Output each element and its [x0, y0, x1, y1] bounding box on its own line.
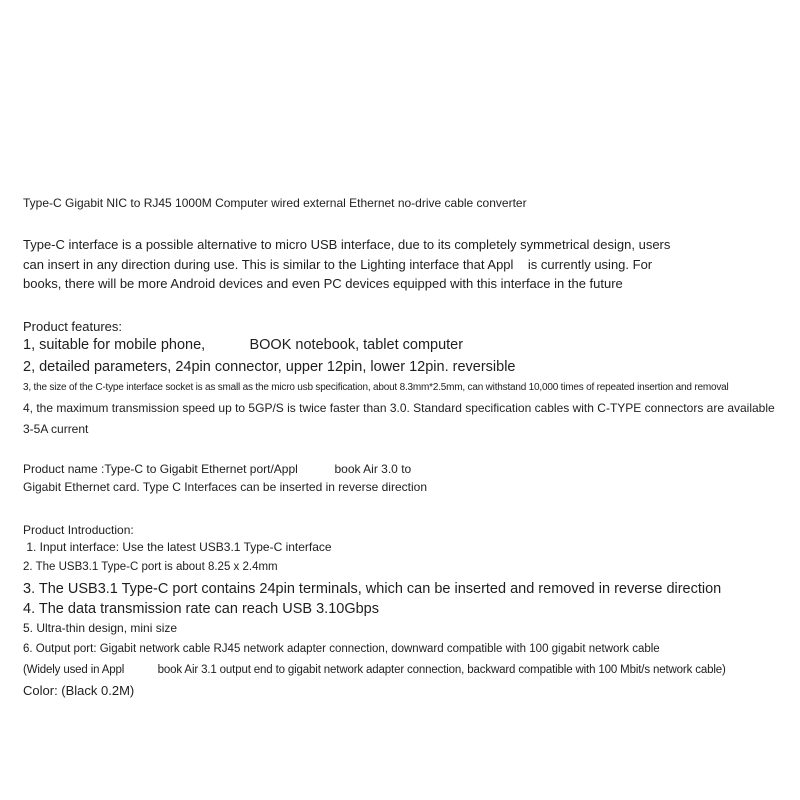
page-title: Type-C Gigabit NIC to RJ45 1000M Computer wired external Ethernet no-drive cable converter	[23, 196, 527, 210]
intro-line: books, there will be more Android devices and even PC devices equipped with this interface in the future	[23, 276, 623, 291]
introduction-item: 1. Input interface: Use the latest USB3.1 Type-C interface	[23, 540, 332, 554]
introduction-item: 3. The USB3.1 Type-C port contains 24pin terminals, which can be inserted and removed in reverse direction	[23, 581, 722, 597]
feature-item: 1, suitable for mobile phone, BOOK notebook, tablet computer	[23, 337, 464, 353]
introduction-item: 6. Output port: Gigabit network cable RJ45 network adapter connection, downward compatible with 100 gigabit network cable	[23, 643, 660, 655]
color-spec: Color: (Black 0.2M)	[23, 683, 135, 698]
introduction-item: (Widely used in Appl book Air 3.1 output end to gigabit network adapter connection, backward compatible with 100 Mbit/s network cable)	[23, 664, 726, 676]
features-heading: Product features:	[23, 319, 122, 334]
feature-item: 3, the size of the C-type interface socket is as small as the micro usb specification, about 8.3mm*2.5mm, can withstand 10,000 times of repeated insertion and removal	[23, 382, 729, 393]
introduction-heading: Product Introduction:	[23, 523, 134, 537]
intro-line: can insert in any direction during use. This is similar to the Lighting interface that Appl is currently using. For	[23, 257, 653, 272]
introduction-item: 2. The USB3.1 Type-C port is about 8.25 x 2.4mm	[23, 561, 278, 573]
introduction-item: 4. The data transmission rate can reach USB 3.10Gbps	[23, 601, 379, 617]
feature-item: 3-5A current	[23, 422, 89, 436]
intro-line: Type-C interface is a possible alternative to micro USB interface, due to its completely symmetrical design, users	[23, 237, 671, 252]
introduction-item: 5. Ultra-thin design, mini size	[23, 621, 178, 635]
product-name-line: Product name :Type-C to Gigabit Ethernet port/Appl book Air 3.0 to	[23, 462, 412, 476]
feature-item: 4, the maximum transmission speed up to 5GP/S is twice faster than 3.0. Standard specification cables with C-TYPE connectors are available	[23, 401, 775, 415]
product-name-line: Gigabit Ethernet card. Type C Interfaces can be inserted in reverse direction	[23, 480, 427, 494]
feature-item: 2, detailed parameters, 24pin connector, upper 12pin, lower 12pin. reversible	[23, 359, 516, 375]
